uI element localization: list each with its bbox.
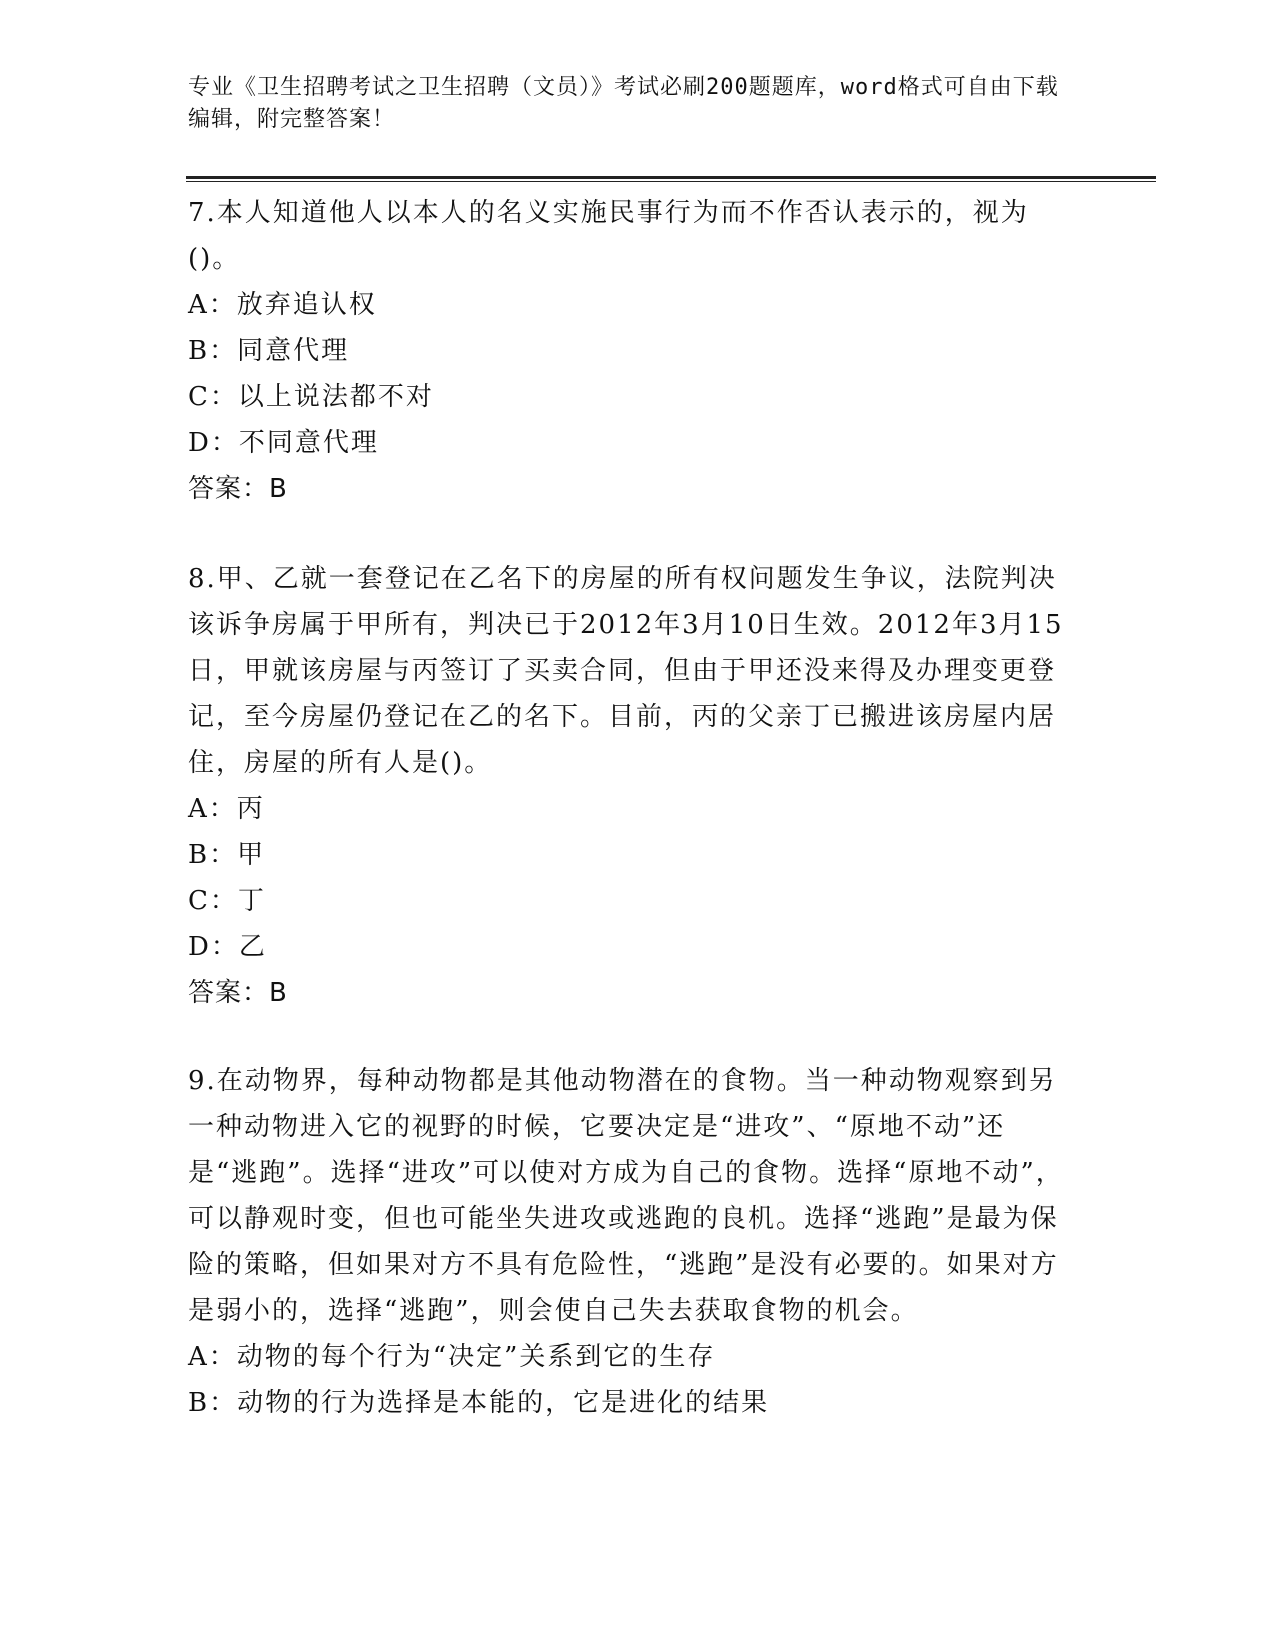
- option-a: A：动物的每个行为“决定”关系到它的生存: [188, 1342, 716, 1372]
- question-stem: 8.甲、乙就一套登记在乙名下的房屋的所有权问题发生争议，法院判决该诉争房属于甲所有，判决已于2012年3月10日生效。2012年3月15日，甲就该房屋与丙签订了买卖合同，但由于甲还没来得及办理变更登记，至今房屋仍登记在乙的名下。目前，丙的父亲丁已搬进该房屋内居住，房屋的所有人是()。: [188, 564, 1064, 778]
- option-b: B：动物的行为选择是本能的，它是进化的结果: [188, 1388, 770, 1418]
- option-b: B：甲: [188, 840, 266, 870]
- header-divider-thin: [186, 181, 1156, 182]
- option-a: A：丙: [188, 794, 265, 824]
- option-a: A：放弃追认权: [188, 290, 377, 320]
- option-d: D：不同意代理: [188, 428, 379, 458]
- question-8: [188, 556, 1068, 1016]
- question-7: [188, 190, 1068, 512]
- option-b: B：同意代理: [188, 336, 350, 366]
- option-c: C：以上说法都不对: [188, 382, 434, 412]
- question-stem: 7.本人知道他人以本人的名义实施民事行为而不作否认表示的，视为()。: [188, 198, 1029, 274]
- option-d: D：乙: [188, 932, 267, 962]
- answer: 答案：B: [188, 978, 288, 1008]
- question-9: [188, 1058, 1068, 1426]
- document-header: 专业《卫生招聘考试之卫生招聘（文员）》考试必刷200题题库，word格式可自由下载编辑，附完整答案！: [188, 75, 1059, 132]
- answer: 答案：B: [188, 474, 288, 504]
- header-divider-thick: [186, 176, 1156, 179]
- question-stem: 9.在动物界，每种动物都是其他动物潜在的食物。当一种动物观察到另一种动物进入它的视野的时候，它要决定是“进攻”、“原地不动”还是“逃跑”。选择“进攻”可以使对方成为自己的食物。选择“原地不动”，可以静观时变，但也可能坐失进攻或逃跑的良机。选择“逃跑”是最为保险的策略，但如果对方不具有危险性，“逃跑”是没有必要的。如果对方是弱小的，选择“逃跑”，则会使自己失去获取食物的机会。: [188, 1066, 1064, 1326]
- option-c: C：丁: [188, 886, 266, 916]
